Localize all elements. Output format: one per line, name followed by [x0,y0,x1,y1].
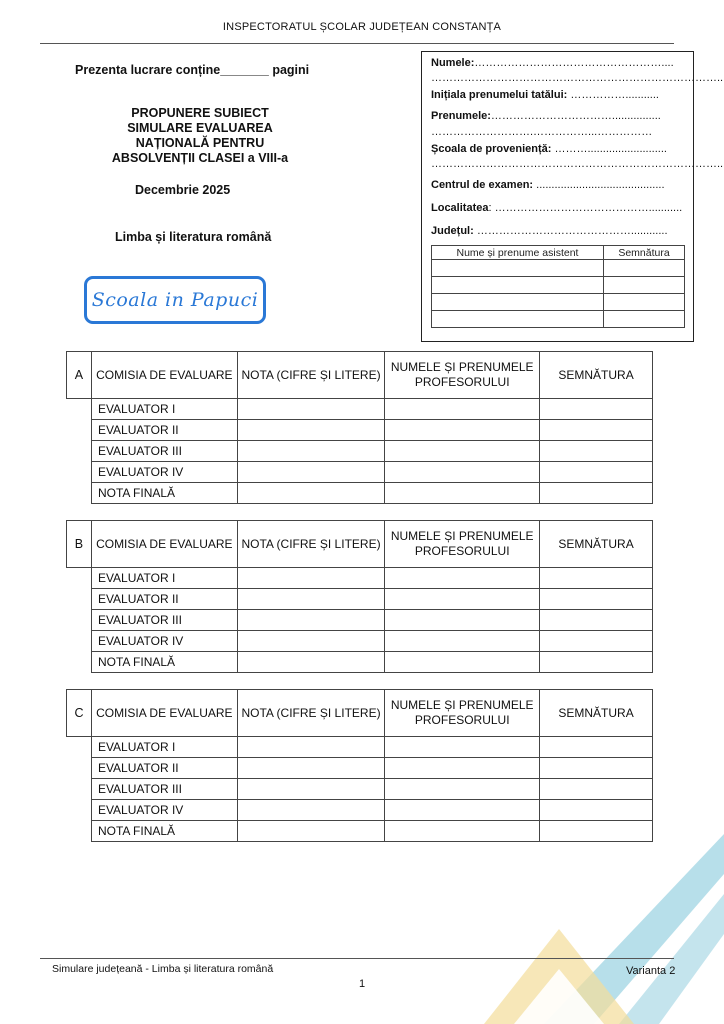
grade-cell[interactable] [237,737,385,758]
field-dots: …………………………………………………………………….. [431,158,724,170]
assistant-name-cell[interactable] [432,294,604,311]
signature-cell[interactable] [540,779,653,800]
grade-cell[interactable] [237,631,385,652]
school-field[interactable] [431,143,687,155]
signature-header: SEMNĂTURA [540,352,653,399]
field-dots: ……………........... [567,89,659,101]
table-letter: C [67,690,92,737]
grade-cell[interactable] [237,652,385,673]
assistant-signature-cell[interactable] [604,260,685,277]
teacher-name-cell[interactable] [385,589,540,610]
teacher-name-header: NUMELE ȘI PRENUMELE PROFESORULUI [385,352,540,399]
table-row [67,462,653,483]
evaluator-label: EVALUATOR II [91,589,237,610]
teacher-name-cell[interactable] [385,441,540,462]
assistant-name-cell[interactable] [432,277,604,294]
county-field[interactable] [431,225,687,237]
signature-cell[interactable] [540,758,653,779]
table-row [67,652,653,673]
father-initial-field[interactable] [431,89,687,101]
blank-cell [67,568,92,673]
table-row [67,399,653,420]
field-dots: ……………………….……………...…………… [431,126,653,138]
signature-cell[interactable] [540,462,653,483]
signature-cell[interactable] [540,568,653,589]
signature-cell[interactable] [540,441,653,462]
teacher-name-cell[interactable] [385,462,540,483]
table-row [67,631,653,652]
evaluator-label: EVALUATOR IV [91,631,237,652]
signature-cell[interactable] [540,399,653,420]
evaluator-label: EVALUATOR II [91,758,237,779]
field-label: Localitatea [431,202,489,214]
evaluator-label: EVALUATOR I [91,737,237,758]
assistant-signature-cell[interactable] [604,277,685,294]
grade-cell[interactable] [237,610,385,631]
assistant-name-cell[interactable] [432,260,604,277]
field-label: Prenumele: [431,110,491,122]
first-name-field[interactable] [431,110,687,122]
evaluator-label: EVALUATOR IV [91,800,237,821]
grade-cell[interactable] [237,758,385,779]
page-number: 1 [358,978,366,990]
exam-center-field[interactable] [431,179,687,191]
table-row [67,483,653,504]
grade-cell[interactable] [237,589,385,610]
school-field-continued[interactable] [431,158,724,170]
grade-header: NOTA (CIFRE ȘI LITERE) [237,521,385,568]
grade-cell[interactable] [237,420,385,441]
grade-cell[interactable] [237,779,385,800]
locality-field[interactable] [431,202,687,214]
field-dots: : ……………………………………........... [488,202,683,214]
evaluator-label: EVALUATOR I [91,399,237,420]
commission-header: COMISIA DE EVALUARE [91,690,237,737]
table-row [432,277,685,294]
table-row [67,758,653,779]
teacher-name-cell[interactable] [385,420,540,441]
name-field-continued[interactable] [431,72,724,84]
table-row [432,294,685,311]
field-label: Numele: [431,57,475,69]
name-field[interactable] [431,57,687,69]
grade-cell[interactable] [237,441,385,462]
signature-cell[interactable] [540,589,653,610]
decorative-corner-graphic [484,834,724,1024]
signature-cell[interactable] [540,737,653,758]
final-grade-label: NOTA FINALĂ [91,652,237,673]
table-row [67,800,653,821]
grade-cell[interactable] [237,483,385,504]
teacher-name-cell[interactable] [385,800,540,821]
evaluator-label: EVALUATOR III [91,610,237,631]
grade-cell[interactable] [237,399,385,420]
field-label: Școala de proveniență: [431,143,552,155]
grade-cell[interactable] [237,568,385,589]
grade-cell[interactable] [237,462,385,483]
teacher-name-header: NUMELE ȘI PRENUMELE PROFESORULUI [385,690,540,737]
table-row [67,441,653,462]
assistant-signature-header: Semnătura [604,246,685,260]
evaluator-label: EVALUATOR III [91,779,237,800]
exam-title-line: PROPUNERE SUBIECT [131,106,269,120]
table-row [67,610,653,631]
footer-divider [40,958,674,959]
variant-label: Varianta 2 [626,965,676,977]
grade-cell[interactable] [237,800,385,821]
evaluator-label: EVALUATOR II [91,420,237,441]
signature-header: SEMNĂTURA [540,521,653,568]
evaluator-label: EVALUATOR IV [91,462,237,483]
grade-cell[interactable] [237,821,385,842]
header-divider [40,43,674,44]
table-letter: A [67,352,92,399]
table-letter: B [67,521,92,568]
table-row [432,260,685,277]
field-dots: ……………………………………............ [473,225,668,237]
teacher-name-header: NUMELE ȘI PRENUMELE PROFESORULUI [385,521,540,568]
school-logo-text: Scoala in Papuci [91,289,259,311]
teacher-name-cell[interactable] [385,610,540,631]
grading-table-a [66,351,653,504]
table-row [67,779,653,800]
table-row [67,420,653,441]
grade-header: NOTA (CIFRE ȘI LITERE) [237,690,385,737]
signature-cell[interactable] [540,800,653,821]
field-dots: ……………………………................ [490,110,661,122]
teacher-name-cell[interactable] [385,568,540,589]
final-grade-label: NOTA FINALĂ [91,483,237,504]
field-label: Centrul de examen: [431,179,534,191]
evaluator-label: EVALUATOR III [91,441,237,462]
table-row [67,737,653,758]
school-logo [84,276,266,324]
exam-title-line: NAȚIONALĂ PENTRU [135,136,265,150]
assistant-name-cell[interactable] [432,311,604,328]
first-name-field-continued[interactable] [431,126,687,138]
table-row [67,589,653,610]
assistant-signature-cell[interactable] [604,294,685,311]
page-header: INSPECTORATUL ȘCOLAR JUDEȚEAN CONSTANȚA [222,21,502,33]
exam-title-line: SIMULARE EVALUAREA [127,121,273,135]
commission-header: COMISIA DE EVALUARE [91,352,237,399]
grading-table-c [66,689,653,842]
signature-cell[interactable] [540,652,653,673]
field-dots: …………………………………………….... [474,57,674,69]
exam-subject: Limba și literatura română [115,230,272,244]
blank-cell [67,399,92,504]
exam-title [110,106,290,166]
table-row [432,311,685,328]
final-grade-label: NOTA FINALĂ [91,821,237,842]
teacher-name-cell[interactable] [385,779,540,800]
field-label: Inițiala prenumelui tatălui: [431,89,568,101]
signature-header: SEMNĂTURA [540,690,653,737]
teacher-name-cell[interactable] [385,652,540,673]
field-dots: …………………………………………………………………….. [431,72,724,84]
candidate-id-box [421,51,724,342]
field-label: Județul: [431,225,474,237]
blank-cell [67,737,92,842]
field-dots: ……….......................... [551,143,667,155]
footer-label: Simulare județeană - Limba și literatura română [52,963,274,975]
signature-cell[interactable] [540,420,653,441]
table-row [67,568,653,589]
pages-count-line: Prezenta lucrare conține_______ pagini [75,63,310,77]
signature-cell[interactable] [540,610,653,631]
commission-header: COMISIA DE EVALUARE [91,521,237,568]
grade-header: NOTA (CIFRE ȘI LITERE) [237,352,385,399]
assistant-name-header: Nume și prenume asistent [432,246,604,260]
teacher-name-cell[interactable] [385,399,540,420]
field-dots: .......................................... [533,179,665,191]
signature-cell[interactable] [540,483,653,504]
signature-cell[interactable] [540,631,653,652]
exam-date: Decembrie 2025 [135,183,231,197]
assistant-signature-cell[interactable] [604,311,685,328]
teacher-name-cell[interactable] [385,758,540,779]
assistant-table [431,245,685,328]
teacher-name-cell[interactable] [385,737,540,758]
teacher-name-cell[interactable] [385,631,540,652]
teacher-name-cell[interactable] [385,483,540,504]
evaluator-label: EVALUATOR I [91,568,237,589]
grading-table-b [66,520,653,673]
exam-title-line: ABSOLVENȚII CLASEI a VIII-a [111,151,289,165]
